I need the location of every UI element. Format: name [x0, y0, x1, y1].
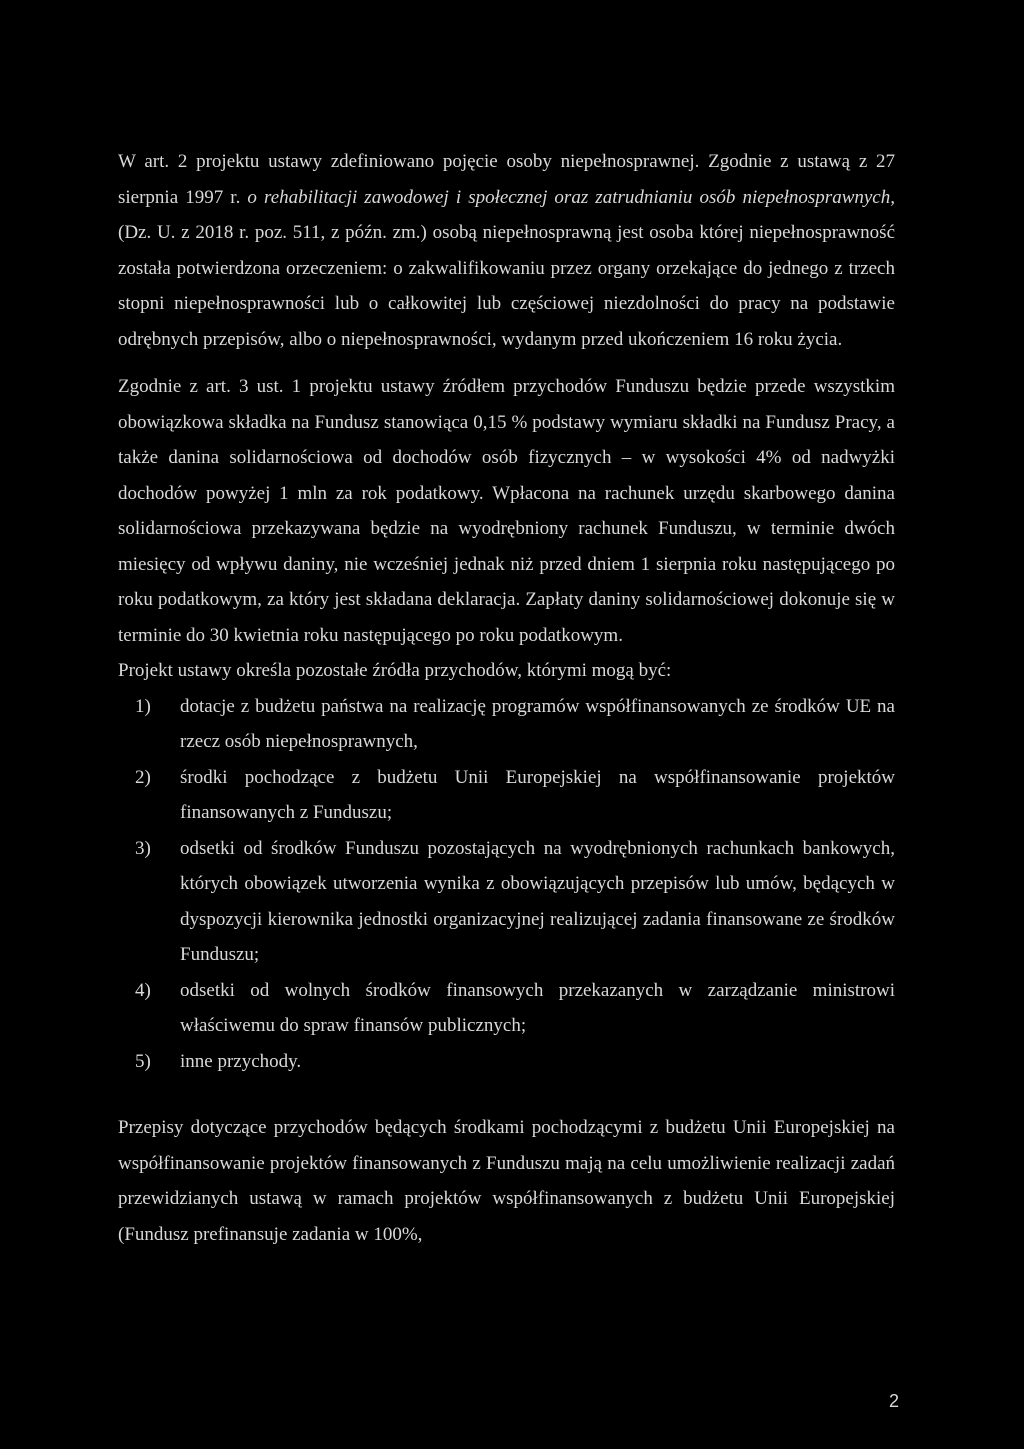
paragraph-other-sources-intro: Projekt ustawy określa pozostałe źródła przychodów, którymi mogą być:	[118, 660, 672, 681]
list-item	[118, 973, 895, 1044]
list-item	[118, 689, 895, 760]
page-number: 2	[888, 1391, 899, 1411]
spacer	[118, 1079, 895, 1110]
revenue-sources-list	[118, 689, 895, 1080]
paragraph-definition-text-a: W art. 2 projektu ustawy zdefiniowano pojęcie osoby niepełnosprawnej. Zgodnie z ustawą z 27 sierpnia 1997 r.	[118, 151, 895, 208]
spacer	[118, 357, 895, 369]
list-item-text: dotacje z budżetu państwa na realizację programów współfinansowanych ze środków UE na rzecz osób niepełnosprawnych,	[180, 695, 895, 752]
list-item-text: inne przychody.	[180, 1050, 302, 1072]
list-item-text: środki pochodzące z budżetu Unii Europejskiej na współfinansowanie projektów finansowanych z Funduszu;	[180, 766, 895, 823]
paragraph-eu-funds: Przepisy dotyczące przychodów będących środkami pochodzącymi z budżetu Unii Europejskiej na współfinansowanie projektów finansowanych z Funduszu mają na celu umożliwienie realizacji zadań przewidzianych ustawą w ramach projektów współfinansowanych z budżetu Unii Europejskiej (Fundusz prefinansuje zadania w 100%,	[118, 1117, 895, 1245]
list-item-number: 3)	[135, 837, 151, 859]
document-page	[118, 144, 895, 1252]
list-item-number: 4)	[135, 979, 151, 1001]
list-item-text: odsetki od środków Funduszu pozostających na wyodrębnionych rachunkach bankowych, których obowiązek utworzenia wynika z obowiązujących przepisów lub umów, będących w dyspozycji kierownika jednostki organizacyjnej realizującej zadania finansowane ze środków Funduszu;	[180, 837, 895, 965]
list-item-number: 5)	[135, 1050, 151, 1072]
paragraph-definition-text-c: (Dz. U. z 2018 r. poz. 511, z późn. zm.) osobą niepełnosprawną jest osoba której niepełnosprawność została potwierdzona orzeczeniem: o zakwalifikowaniu przez organy orzekające do jednego z trzech stopni niepełnosprawności lub o całkowitej lub częściowej niezdolności do pracy na podstawie odrębnych przepisów, albo o niepełnosprawności, wydanym przed ukończeniem 16 roku życia.	[118, 222, 895, 350]
list-item-text: odsetki od wolnych środków finansowych przekazanych w zarządzanie ministrowi właściwemu do spraw finansów publicznych;	[180, 979, 895, 1036]
act-title-italic: o rehabilitacji zawodowej i społecznej oraz zatrudnianiu osób niepełnosprawnych,	[247, 186, 895, 208]
list-item	[118, 831, 895, 973]
list-item	[118, 1044, 895, 1080]
list-item-number: 2)	[135, 766, 151, 788]
paragraph-fund-revenue: Zgodnie z art. 3 ust. 1 projektu ustawy źródłem przychodów Funduszu będzie przede wszystkim obowiązkowa składka na Fundusz stanowiąca 0,15 % podstawy wymiaru składki na Fundusz Pracy, a także danina solidarnościowa od dochodów osób fizycznych – w wysokości 4% od nadwyżki dochodów powyżej 1 mln za rok podatkowy. Wpłacona na rachunek urzędu skarbowego danina solidarnościowa przekazywana będzie na wyodrębniony rachunek Funduszu, w terminie dwóch miesięcy od wpływu daniny, nie wcześniej jednak niż przed dniem 1 sierpnia roku następującego po roku podatkowym, za który jest składana deklaracja. Zapłaty daniny solidarnościowej dokonuje się w terminie do 30 kwietnia roku następującego po roku podatkowym.	[118, 376, 895, 646]
paragraph-definition	[118, 144, 895, 357]
list-item-number: 1)	[135, 695, 151, 717]
list-item	[118, 760, 895, 831]
